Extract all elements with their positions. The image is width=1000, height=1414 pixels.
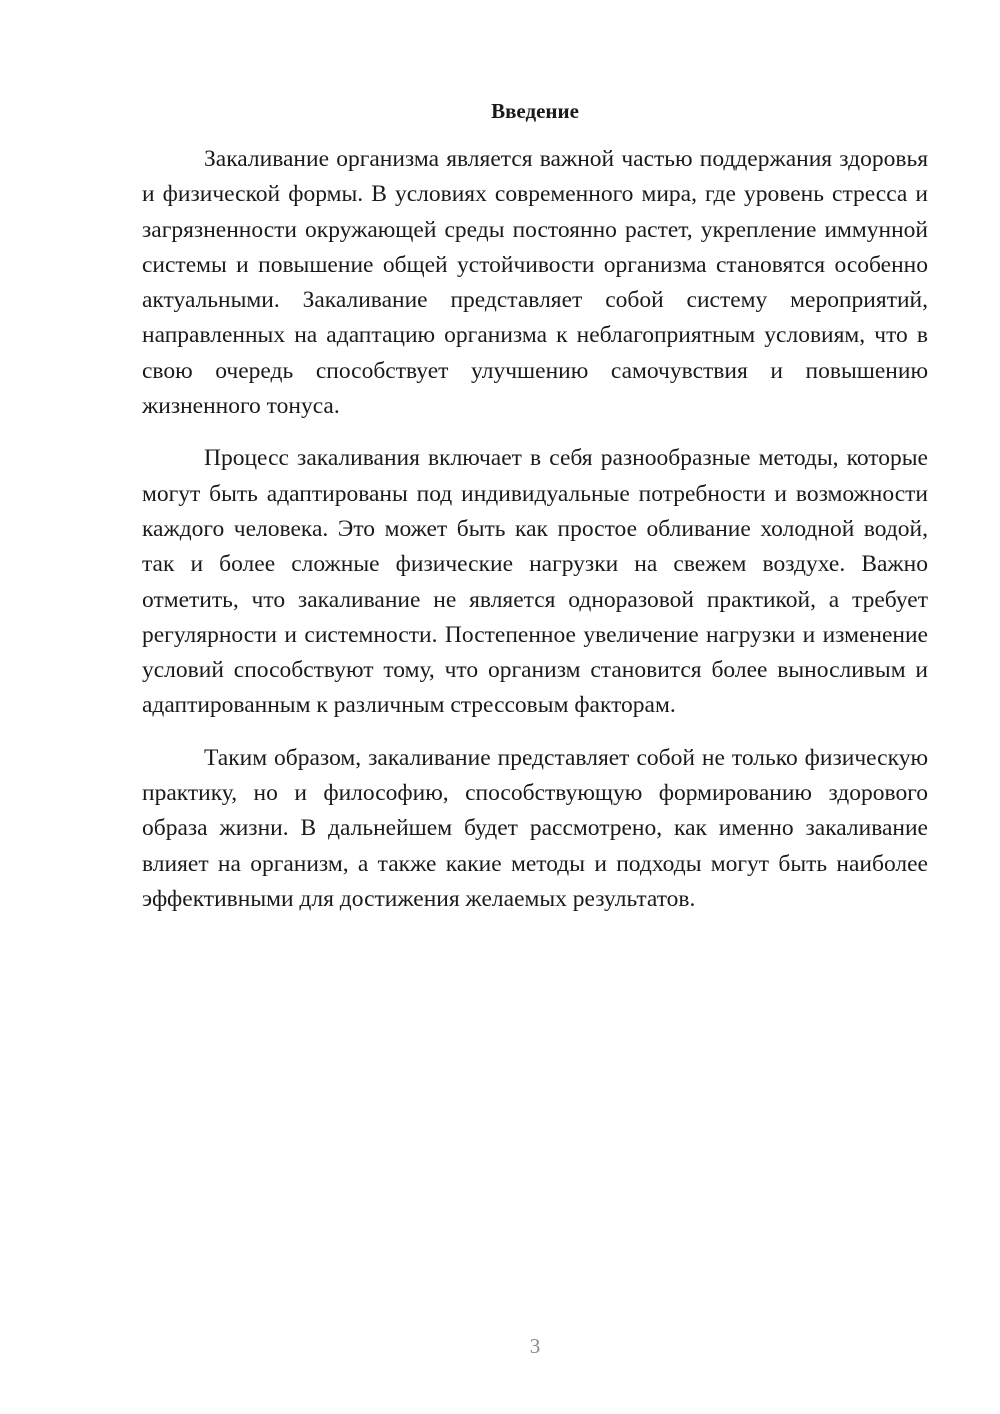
page-number: 3: [529, 1334, 541, 1358]
paragraph-2: Процесс закаливания включает в себя разнообразные методы, которые могут быть адаптированы под индивидуальные потребности и возможности каждого человека. Это может быть как простое обливание холодной водой, так и более сложные физические нагрузки на свежем воздухе. Важно отметить, что закаливание не является одноразовой практикой, а требует регулярности и системности. Постепенное увеличение нагрузки и изменение условий способствуют тому, что организм становится более выносливым и адаптированным к различным стрессовым факторам.: [142, 445, 928, 719]
body-text: [142, 142, 928, 934]
page-heading: Введение: [491, 99, 579, 123]
paragraph-1: Закаливание организма является важной частью поддержания здоровья и физической формы. В условиях современного мира, где уровень стресса и загрязненности окружающей среды постоянно растет, укрепление иммунной системы и повышение общей устойчивости организма становятся особенно актуальными. Закаливание представляет собой систему мероприятий, направленных на адаптацию организма к неблагоприятным условиям, что в свою очередь способствует улучшению самочувствия и повышению жизненного тонуса.: [142, 146, 928, 420]
paragraph-3: Таким образом, закаливание представляет собой не только физическую практику, но и философию, способствующую формированию здорового образа жизни. В дальнейшем будет рассмотрено, как именно закаливание влияет на организм, а также какие методы и подходы могут быть наиболее эффективными для достижения желаемых результатов.: [142, 744, 928, 912]
